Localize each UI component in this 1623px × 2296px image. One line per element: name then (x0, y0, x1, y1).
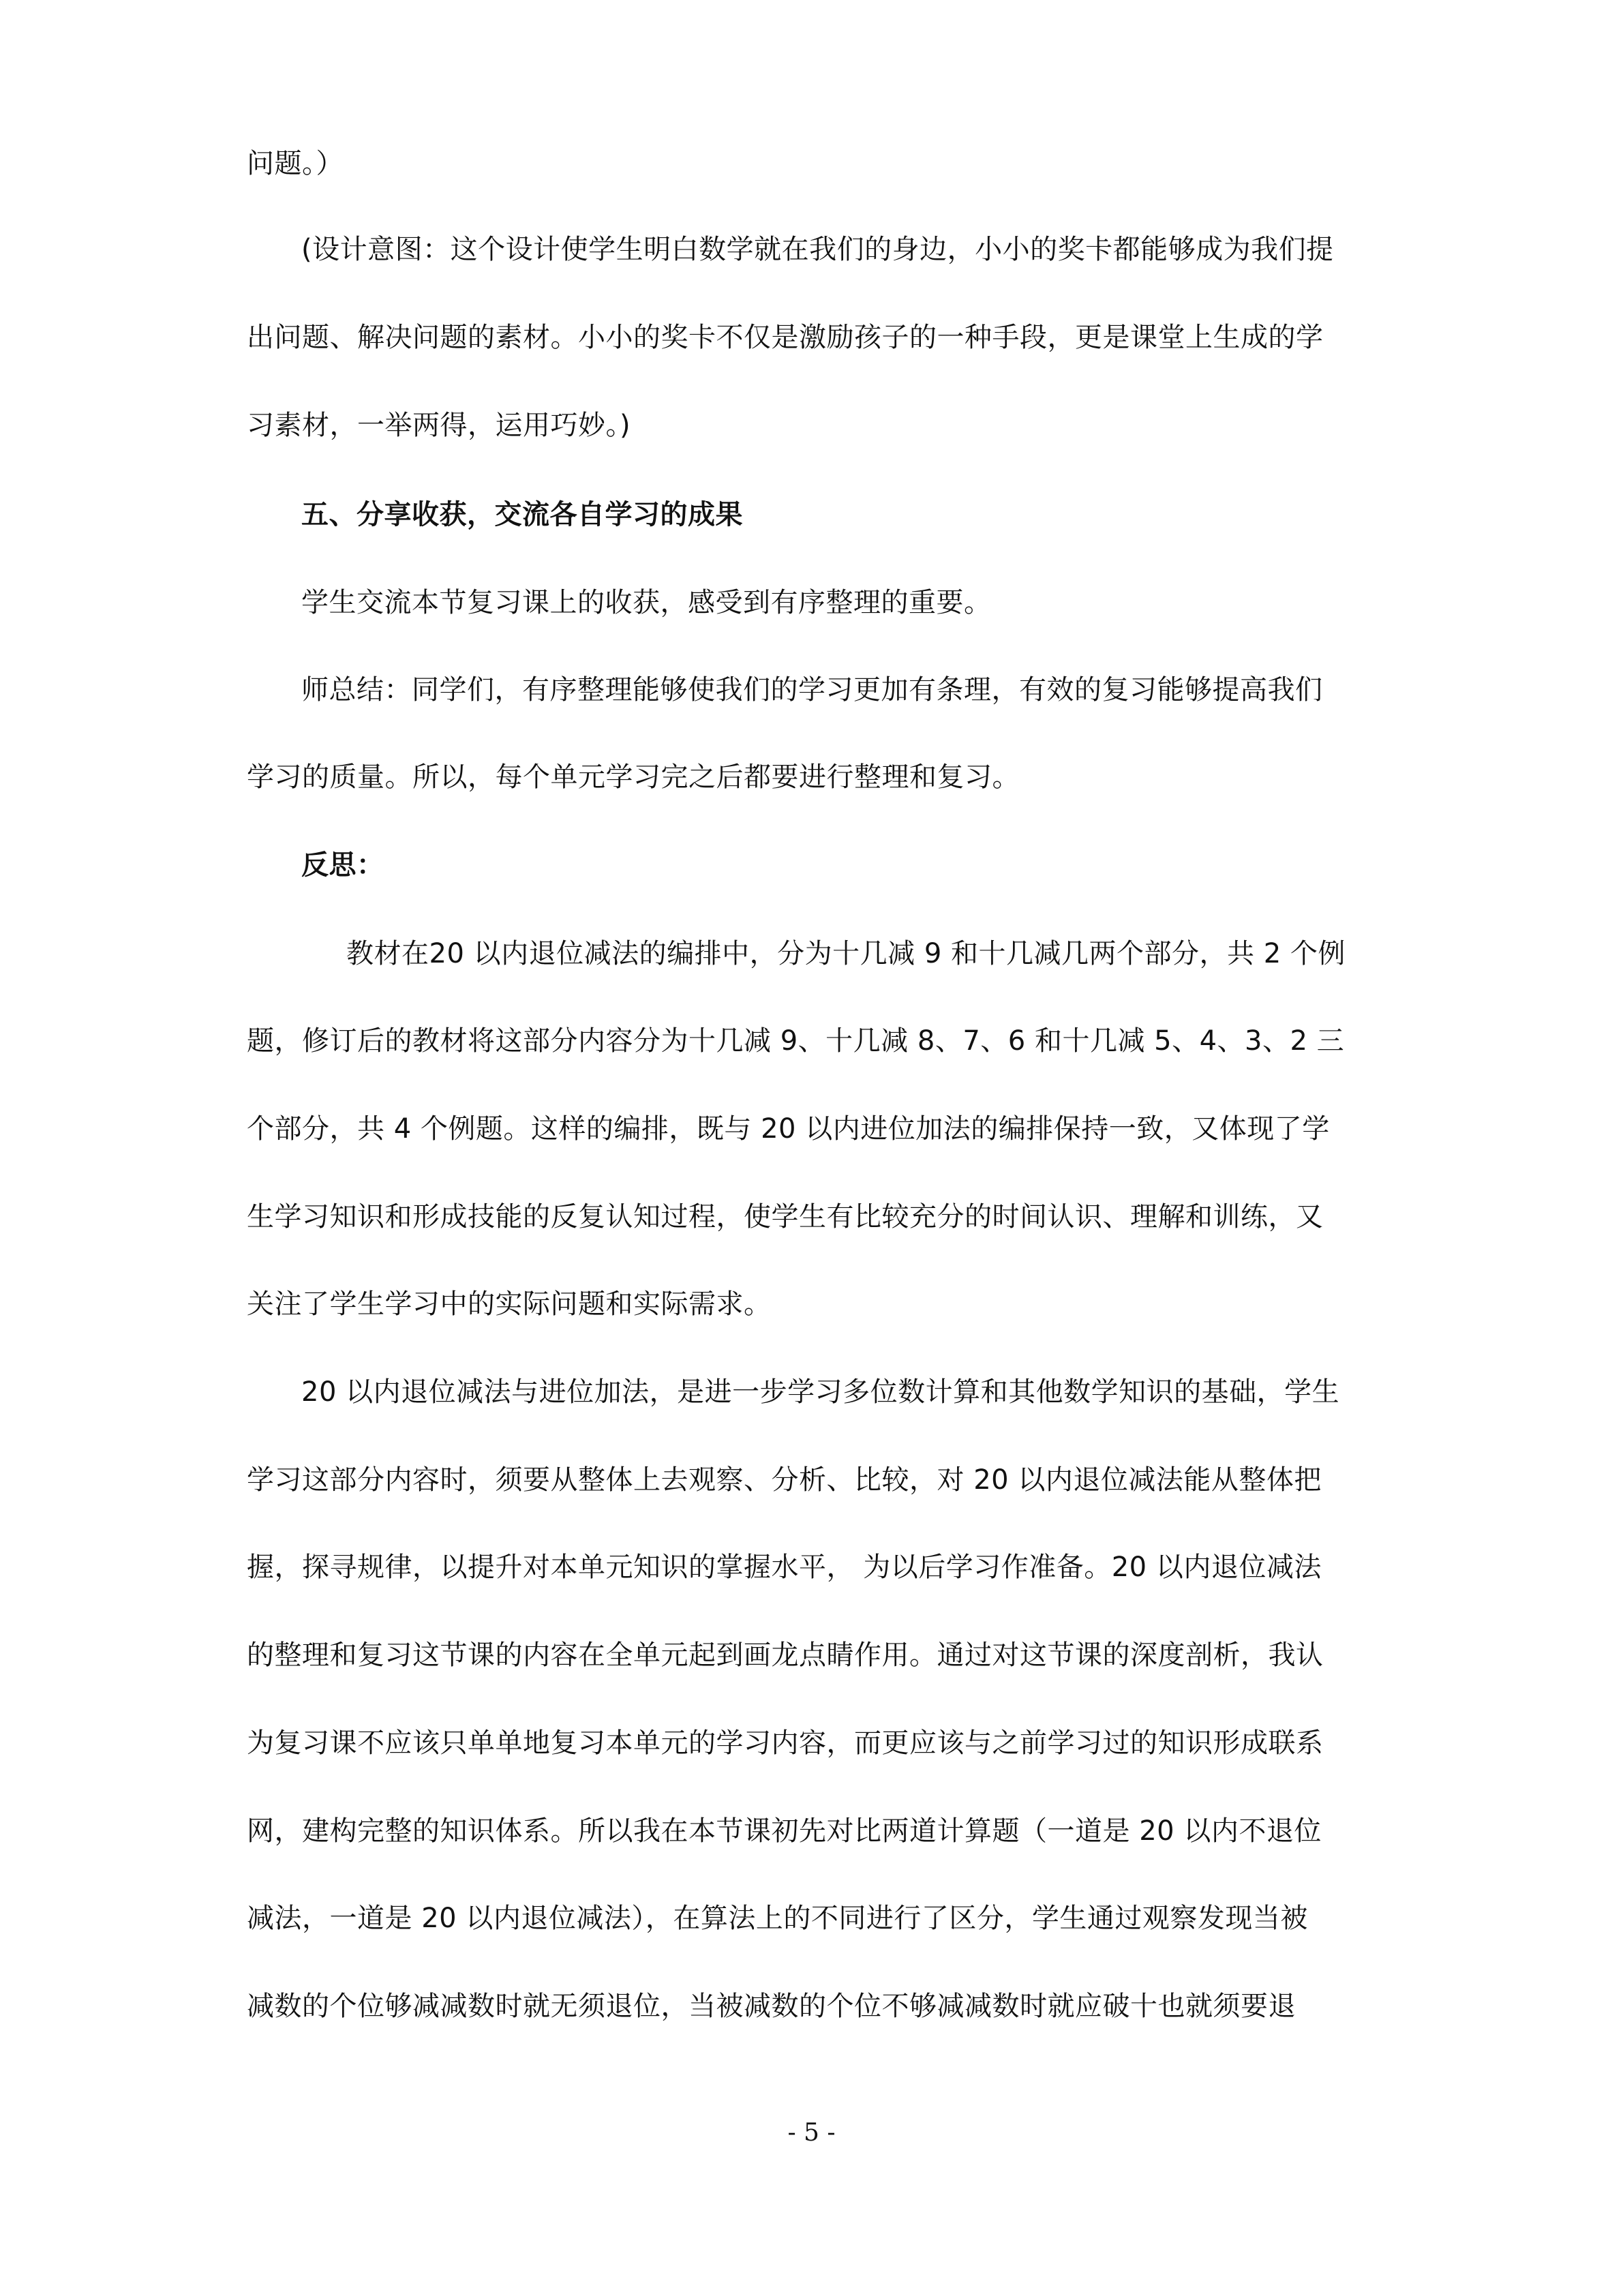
text-line: 生学习知识和形成技能的反复认知过程，使学生有比较充分的时间认识、理解和训练，又 (247, 1201, 1324, 1233)
section-heading: 五、分享收获，交流各自学习的成果 (301, 499, 743, 530)
text-line: 学习这部分内容时，须要从整体上去观察、分析、比较，对 20 以内退位减法能从整体把 (247, 1464, 1322, 1496)
text-line: 握，探寻规律，以提升对本单元知识的掌握水平， 为以后学习作准备。20 以内退位减法 (247, 1552, 1322, 1583)
text-line: 学生交流本节复习课上的收获，感受到有序整理的重要。 (301, 587, 992, 618)
text-line: 学习的质量。所以，每个单元学习完之后都要进行整理和复习。 (247, 761, 1020, 793)
text-line: 的整理和复习这节课的内容在全单元起到画龙点睛作用。通过对这节课的深度剖析，我认 (247, 1640, 1324, 1671)
text-line: 20 以内退位减法与进位加法，是进一步学习多位数计算和其他数学知识的基础，学生 (301, 1376, 1340, 1408)
text-line: 网，建构完整的知识体系。所以我在本节课初先对比两道计算题（一道是 20 以内不退位 (247, 1815, 1322, 1847)
text-line: 问题。） (247, 148, 344, 179)
text-line: 为复习课不应该只单单地复习本单元的学习内容，而更应该与之前学习过的知识形成联系 (247, 1727, 1324, 1759)
text-line: 减数的个位够减减数时就无须退位，当被减数的个位不够减减数时就应破十也就须要退 (247, 1991, 1296, 2022)
text-line: 题，修订后的教材将这部分内容分为十几减 9、十几减 8、7、6 和十几减 5、4、3、2 三 (247, 1025, 1345, 1057)
text-line: 教材在20 以内退位减法的编排中，分为十几减 9 和十几减几两个部分，共 2 个例 (346, 938, 1346, 969)
text-line: (设计意图：这个设计使学生明白数学就在我们的身边，小小的奖卡都能够成为我们提 (301, 234, 1334, 265)
page-number: - 5 - (787, 2119, 836, 2147)
text-line: 个部分，共 4 个例题。这样的编排，既与 20 以内进位加法的编排保持一致，又体现了学 (247, 1113, 1330, 1145)
text-line: 师总结：同学们，有序整理能够使我们的学习更加有条理，有效的复习能够提高我们 (301, 674, 1323, 706)
text-line: 关注了学生学习中的实际问题和实际需求。 (247, 1288, 772, 1320)
section-heading: 反思： (301, 849, 384, 881)
text-line: 出问题、解决问题的素材。小小的奖卡不仅是激励孩子的一种手段，更是课堂上生成的学 (247, 322, 1324, 353)
text-line: 减法，一道是 20 以内退位减法），在算法上的不同进行了区分，学生通过观察发现当被 (247, 1903, 1308, 1934)
text-line: 习素材，一举两得，运用巧妙。) (247, 410, 631, 441)
